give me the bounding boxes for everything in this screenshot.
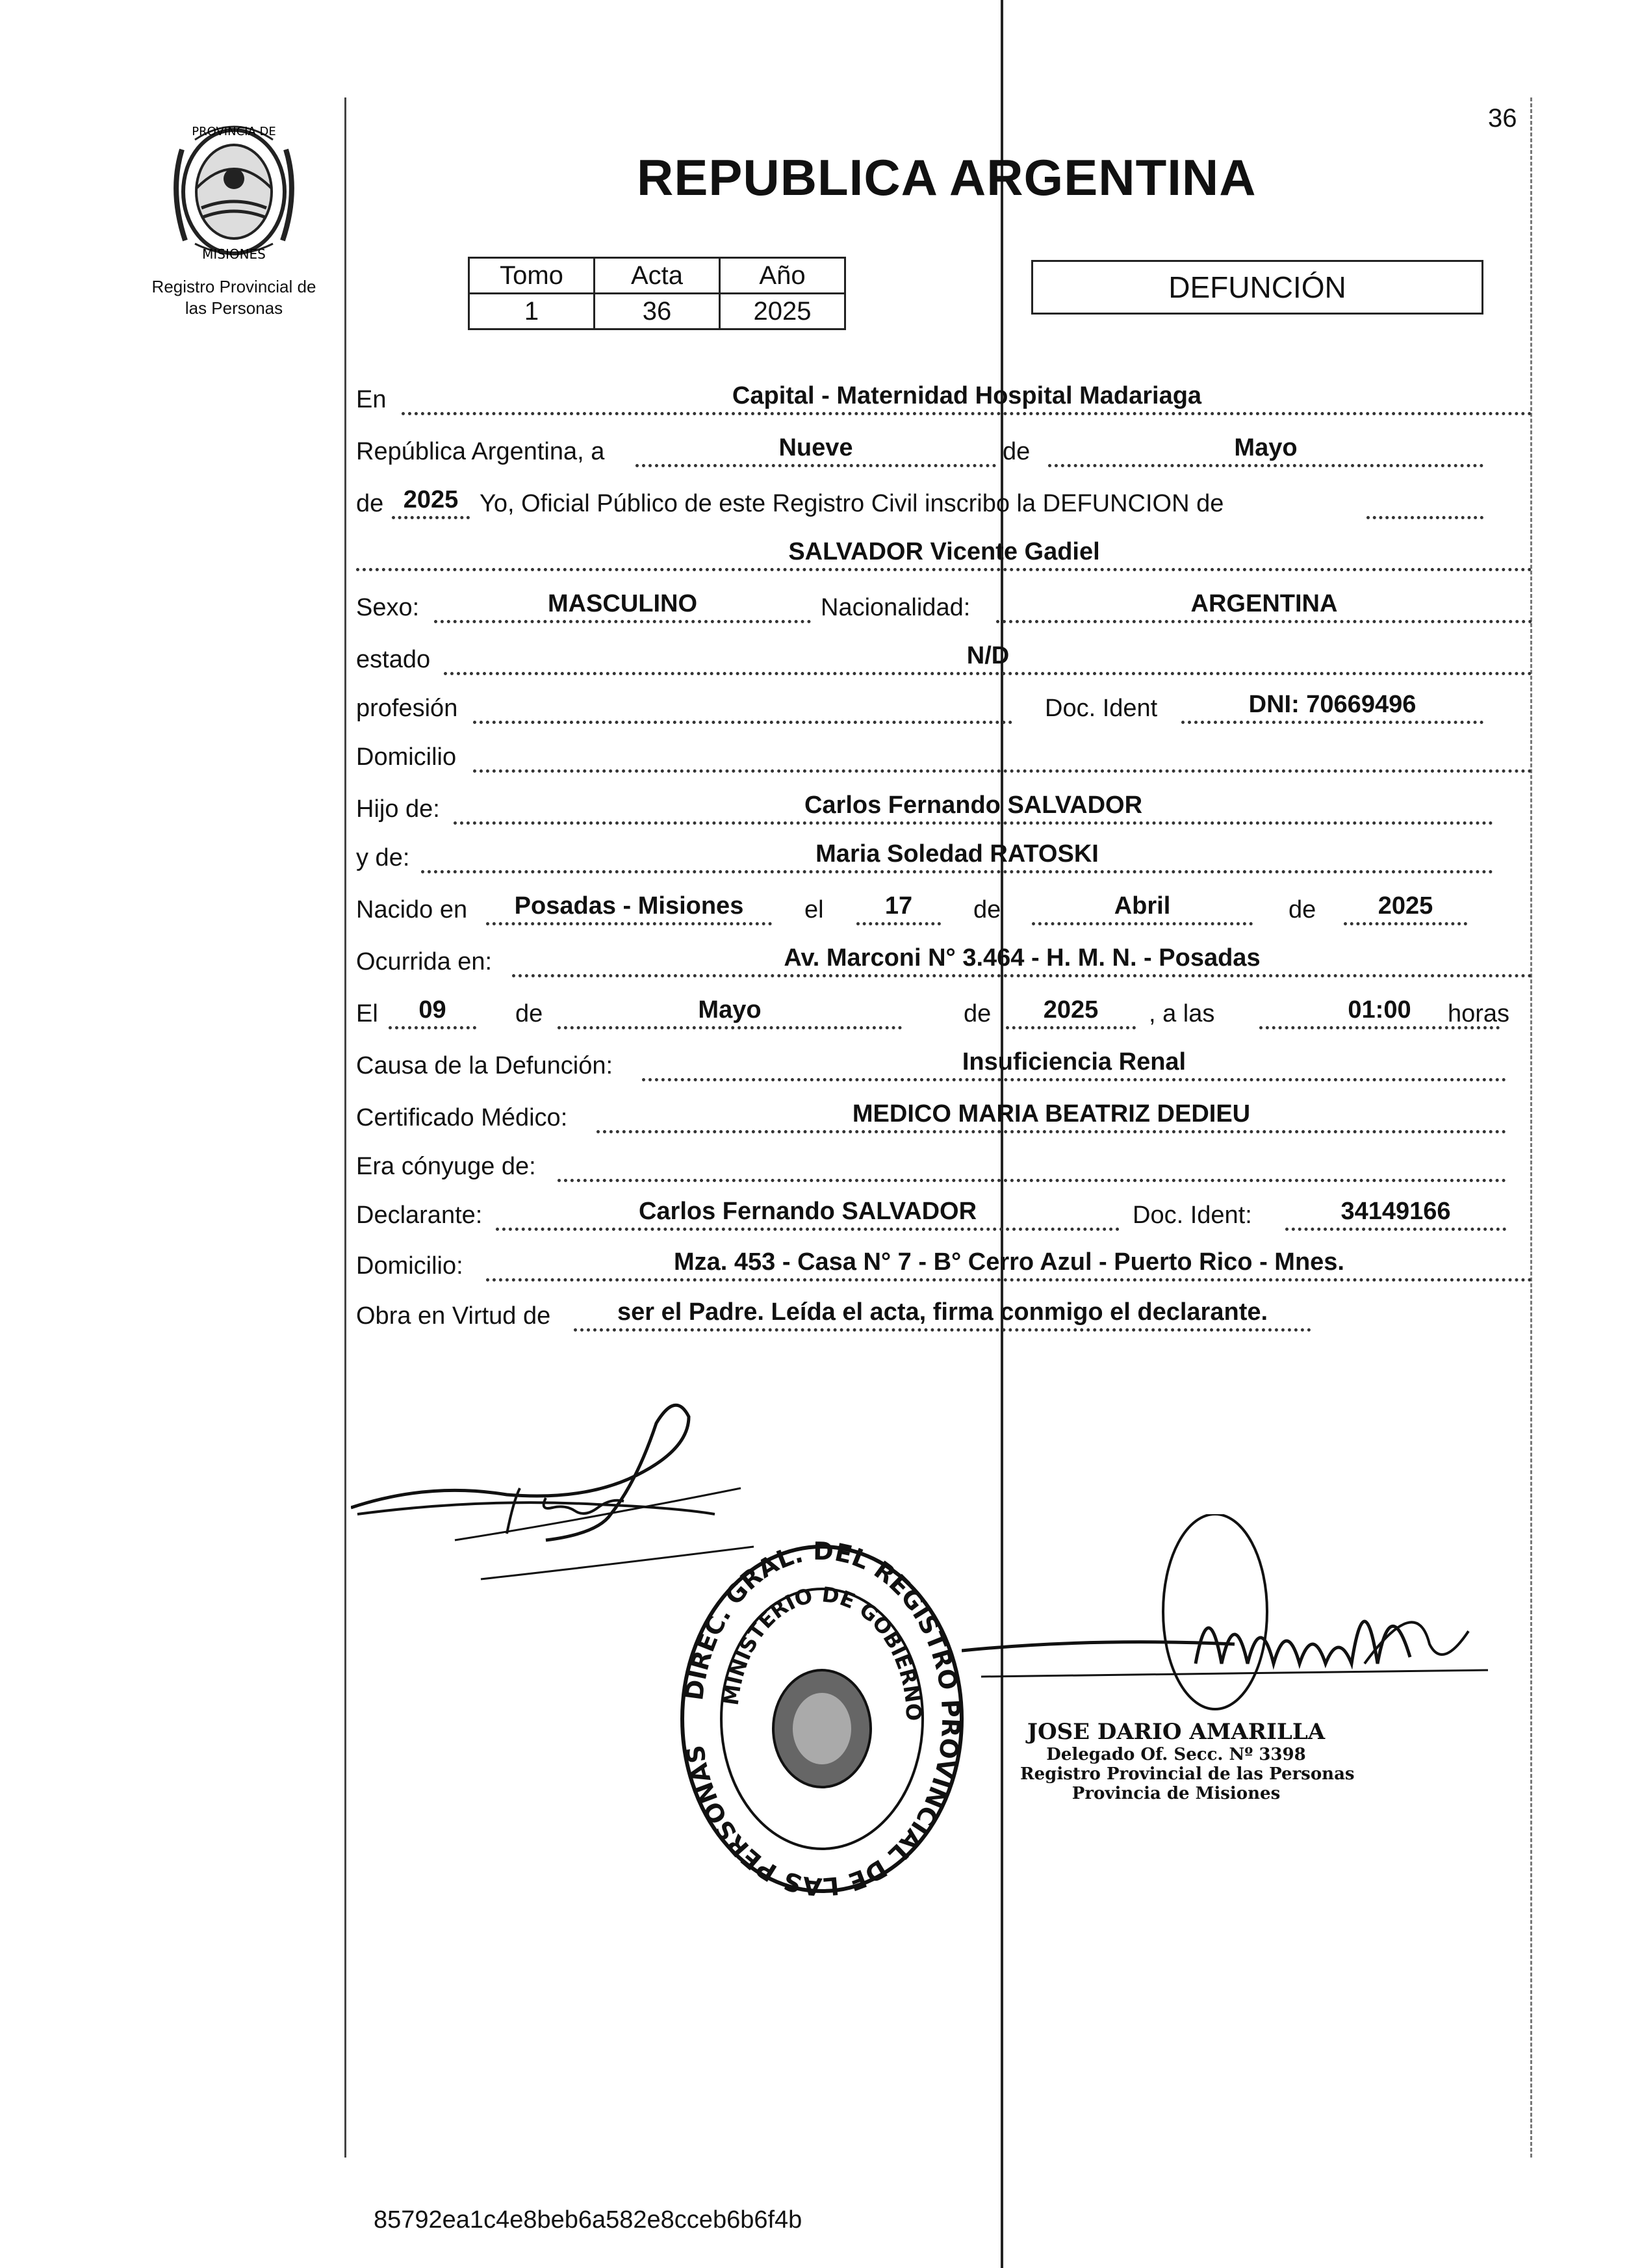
row-hijo: Hijo de: Carlos Fernando SALVADOR — [356, 790, 1532, 829]
field-declarant-address: Mza. 453 - Casa N° 7 - B° Cerro Azul - Puerto Rico - Mnes. — [486, 1246, 1532, 1282]
field-declarant-id: 34149166 — [1285, 1195, 1506, 1231]
svg-text:DIREC. GRAL. DEL REGISTRO PROV: DIREC. GRAL. DEL REGISTRO PROVINCIAL DE LAS PERSONAS — [680, 1540, 966, 1898]
row-yde: y de: Maria Soledad RATOSKI — [356, 838, 1532, 877]
field-deceased-name: SALVADOR Vicente Gadiel — [356, 535, 1532, 571]
svg-text:MISIONES: MISIONES — [202, 246, 266, 262]
field-day: Nueve — [635, 432, 996, 467]
field-document-id: DNI: 70669496 — [1181, 688, 1483, 724]
row-obra: Obra en Virtud de ser el Padre. Leída el acta, firma conmigo el declarante. — [356, 1296, 1532, 1335]
row-profesion: profesión Doc. Ident DNI: 70669496 — [356, 689, 1532, 728]
header-tomo: Tomo — [469, 258, 595, 294]
field-blank — [1366, 483, 1483, 519]
field-declarant: Carlos Fernando SALVADOR — [496, 1195, 1120, 1231]
record-type-box: DEFUNCIÓN — [1031, 260, 1483, 315]
official-stamp — [1020, 1719, 1355, 1803]
field-address — [473, 737, 1532, 773]
field-death-day: 09 — [389, 994, 476, 1029]
official-signature — [962, 1514, 1527, 1748]
row-nacido: Nacido en Posadas - Misiones el 17 de Abril de 2025 — [356, 890, 1532, 929]
official-seal — [676, 1540, 968, 1898]
row-sexo: Sexo: MASCULINO Nacionalidad: ARGENTINA — [356, 588, 1532, 627]
field-cause-of-death: Insuficiencia Renal — [642, 1046, 1506, 1081]
row-date: República Argentina, a Nueve de Mayo — [356, 432, 1532, 471]
field-sex: MASCULINO — [434, 587, 811, 623]
document-hash: 85792ea1c4e8beb6a582e8cceb6b6f4b — [374, 2206, 802, 2234]
left-margin-line — [344, 97, 346, 2158]
row-year: de 2025 Yo, Oficial Público de este Registro Civil inscribo la DEFUNCION de — [356, 484, 1532, 523]
page-title: REPUBLICA ARGENTINA — [637, 149, 1257, 206]
official-province: Provincia de Misiones — [1071, 1784, 1281, 1803]
field-death-year: 2025 — [1006, 994, 1136, 1029]
field-legal-basis: ser el Padre. Leída el acta, firma conmigo el declarante. — [574, 1296, 1311, 1332]
row-declarante: Declarante: Carlos Fernando SALVADOR Doc. Ident: 34149166 — [356, 1196, 1532, 1235]
row-domicilio2: Domicilio: Mza. 453 - Casa N° 7 - B° Cerro Azul - Puerto Rico - Mnes. — [356, 1246, 1532, 1285]
field-mother: Maria Soledad RATOSKI — [421, 838, 1493, 873]
field-place: Capital - Maternidad Hospital Madariaga — [402, 380, 1532, 415]
svg-text:MINISTERIO DE GOBIERNO: MINISTERIO DE GOBIERNO — [718, 1582, 927, 1721]
svg-text:PROVINCIA DE: PROVINCIA DE — [192, 125, 276, 138]
page-number: 36 — [1488, 104, 1517, 133]
header-ano: Año — [720, 258, 845, 294]
province-coat-of-arms-icon — [156, 110, 312, 266]
row-causa: Causa de la Defunción: Insuficiencia Renal — [356, 1046, 1532, 1085]
field-death-place: Av. Marconi N° 3.464 - H. M. N. - Posadas — [512, 942, 1532, 977]
field-year: 2025 — [392, 483, 470, 519]
record-table — [468, 257, 846, 330]
value-tomo: 1 — [469, 294, 595, 329]
row-certificado: Certificado Médico: MEDICO MARIA BEATRIZ DEDIEU — [356, 1098, 1532, 1137]
row-en: En Capital - Maternidad Hospital Madariaga — [356, 380, 1532, 419]
official-position: Delegado Of. Secc. Nº 3398 — [1046, 1745, 1306, 1764]
row-name — [356, 536, 1532, 575]
field-birthplace: Posadas - Misiones — [486, 890, 772, 925]
value-acta: 36 — [595, 294, 720, 329]
field-medical-certificate: MEDICO MARIA BEATRIZ DEDIEU — [596, 1098, 1506, 1133]
row-ocurrida: Ocurrida en: Av. Marconi N° 3.464 - H. M. N. - Posadas — [356, 942, 1532, 981]
field-birth-day: 17 — [856, 890, 941, 925]
official-name: JOSE DARIO AMARILLA — [1027, 1719, 1326, 1745]
field-civil-status: N/D — [444, 639, 1532, 675]
registry-name: Registro Provincial de las Personas — [151, 277, 316, 318]
field-death-time: 01:00 — [1259, 994, 1500, 1029]
field-spouse — [558, 1146, 1506, 1182]
official-office: Registro Provincial de las Personas — [1020, 1764, 1355, 1784]
row-conyuge: Era cónyuge de: — [356, 1147, 1532, 1186]
value-ano: 2025 — [720, 294, 845, 329]
field-nationality: ARGENTINA — [996, 587, 1532, 623]
field-birth-year: 2025 — [1344, 890, 1467, 925]
row-estado: estado N/D — [356, 640, 1532, 679]
field-birth-month: Abril — [1032, 890, 1253, 925]
field-profession — [473, 688, 1012, 724]
field-month: Mayo — [1048, 432, 1483, 467]
field-father: Carlos Fernando SALVADOR — [454, 789, 1493, 825]
row-death-date: El 09 de Mayo de 2025 , a las 01:00 horas — [356, 994, 1532, 1033]
header-acta: Acta — [595, 258, 720, 294]
row-domicilio: Domicilio — [356, 738, 1532, 777]
field-death-month: Mayo — [558, 994, 902, 1029]
